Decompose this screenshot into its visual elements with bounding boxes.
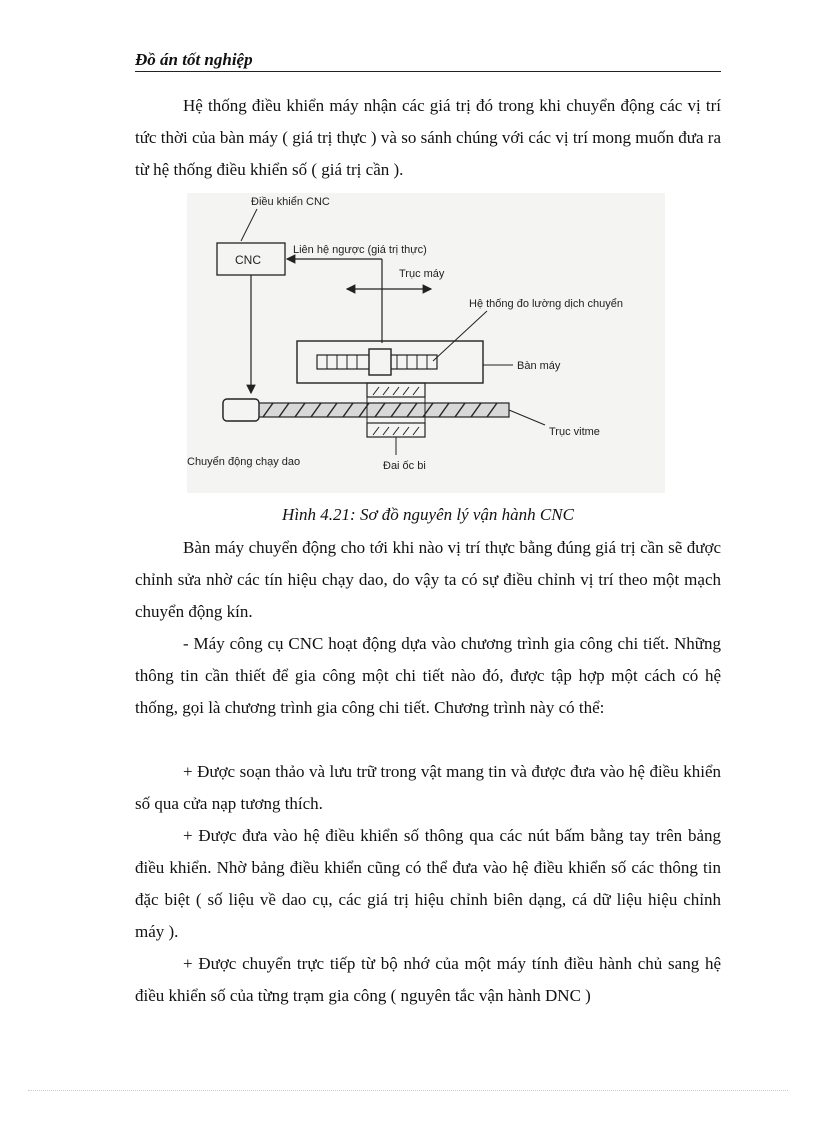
label-machine-axis: Trục máy <box>399 268 445 280</box>
paragraph-6: + Được chuyển trực tiếp từ bộ nhớ của một máy tính điều hành chủ sang hệ điều khiển số của từng trạm gia công ( nguyên tắc vận hành DNC ) <box>135 954 721 1005</box>
ballscrew-shaft <box>223 403 509 417</box>
label-cnc-control: Điều khiển CNC <box>251 196 330 208</box>
nut-lower-hatch <box>373 427 419 435</box>
scale-reader <box>369 349 391 375</box>
label-ballscrew: Trục vitme <box>549 426 600 438</box>
paragraph-2: Bàn máy chuyển động cho tới khi nào vị trí thực bằng đúng giá trị cần sẽ được chỉnh sửa nhờ các tín hiệu chạy dao, do vậy ta có sự điều chỉnh vị trí theo một mạch chuyển động kín. <box>135 538 721 621</box>
label-ball-nut: Đai ốc bi <box>383 460 426 472</box>
page-header: Đồ án tốt nghiệp <box>135 50 721 72</box>
paragraph-3: - Máy công cụ CNC hoạt động dựa vào chương trình gia công chi tiết. Những thông tin cần thiết để gia công một chi tiết nào đó, được tập hợp một cách có hệ thống, gọi là chương trình gia công chi tiết. Chương trình này có thể: <box>135 634 721 717</box>
cnc-diagram-svg <box>187 193 665 493</box>
label-cnc: CNC <box>235 253 261 267</box>
nut-upper-hatch <box>373 387 419 395</box>
paragraph-1: Hệ thống điều khiển máy nhận các giá trị đó trong khi chuyển động các vị trí tức thời của bàn máy ( giá trị thực ) và so sánh chúng với các vị trí mong muốn đưa ra từ hệ thống điều khiển số ( giá trị cần ). <box>135 96 721 179</box>
leader-cnc <box>241 209 257 241</box>
leader-measuring <box>433 311 487 361</box>
leader-ballscrew <box>509 410 545 425</box>
cnc-diagram <box>187 193 665 493</box>
paragraph-5: + Được đưa vào hệ điều khiển số thông qua các nút bấm bằng tay trên bảng điều khiển. Nhờ bảng điều khiển cũng có thể đưa vào hệ điều khiển số các thông tin đặc biệt ( số liệu về dao cụ, các giá trị hiệu chỉnh biên dạng, cá dữ liệu hiệu chỉnh máy ). <box>135 826 721 941</box>
paragraph-4: + Được soạn thảo và lưu trữ trong vật mang tin và được đưa vào hệ điều khiển số qua cửa nạp tương thích. <box>135 762 721 813</box>
figure-caption: Hình 4.21: Sơ đồ nguyên lý vận hành CNC <box>282 505 574 524</box>
motor-coupling <box>223 399 259 421</box>
label-table: Bàn máy <box>517 360 561 372</box>
label-feedback: Liên hệ ngược (giá trị thực) <box>293 244 427 256</box>
label-feed-motion: Chuyển động chạy dao <box>187 456 301 468</box>
footer-divider <box>28 1090 788 1091</box>
label-measuring-system: Hệ thống đo lường dịch chuyển <box>469 298 624 310</box>
